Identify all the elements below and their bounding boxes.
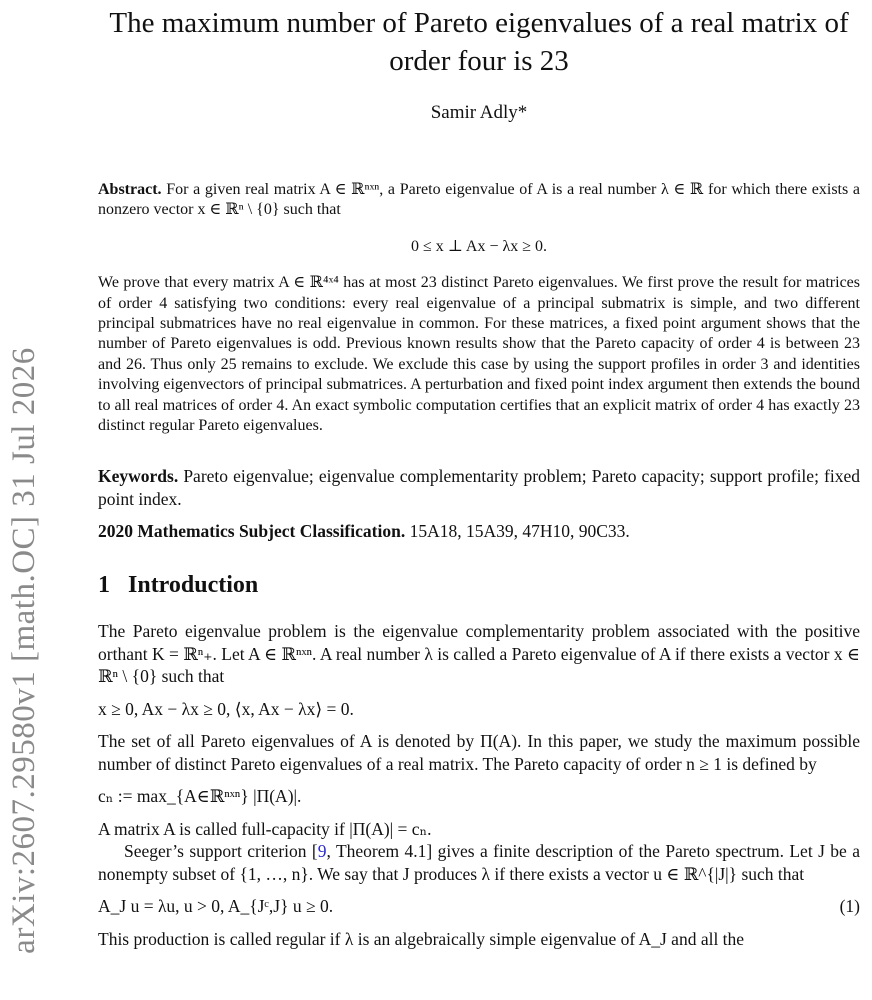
citation-link-9[interactable]: 9 [317, 841, 327, 861]
display-equation-capacity: cₙ := max_{A∈ℝⁿˣⁿ} |Π(A)|. [98, 786, 302, 806]
intro-paragraph-1: The Pareto eigenvalue problem is the eigenvalue complementarity problem associated with the positive orthant K = ℝⁿ₊. Let A ∈ ℝⁿˣⁿ. A real number λ is called a Pareto eigenvalue of A if there exists a vector x ∈ ℝⁿ \ {0} such that [98, 621, 860, 686]
display-equation-complementarity: x ≥ 0, Ax − λx ≥ 0, ⟨x, Ax − λx⟩ = 0. [98, 698, 354, 719]
section-heading-introduction [98, 572, 258, 599]
msc-codes: 15A18, 15A39, 47H10, 90C33. [409, 521, 630, 541]
keywords-text: Pareto eigenvalue; eigenvalue complementarity problem; Pareto capacity; support profile; fixed point index. [98, 466, 860, 509]
abstract-label: Abstract. [98, 181, 162, 198]
abstract-display-equation: 0 ≤ x ⊥ Ax − λx ≥ 0. [410, 237, 548, 255]
abstract-section [98, 180, 860, 436]
paper-title: The maximum number of Pareto eigenvalues of a real matrix of order four is 23 [109, 7, 849, 77]
equation-1-body: A_J u = λu, u > 0, A_{Jᶜ,J} u ≥ 0. [98, 896, 334, 916]
display-equation-1 [98, 895, 860, 918]
intro-paragraph-2: The set of all Pareto eigenvalues of A is denoted by Π(A). In this paper, we study the maximum possible number of distinct Pareto eigenvalues of a real matrix. The Pareto capacity of order n ≥ 1 is defined by [98, 731, 860, 774]
intro-p4-start: Seeger’s support criterion [ [124, 841, 318, 861]
keywords-line [98, 465, 860, 510]
intro-p4-rest: , Theorem 4.1] gives a finite description of the Pareto spectrum. Let J be a nonempty subset of {1, …, n}. We say that J produces λ if there exists a vector u ∈ ℝ^{|J|} such that [98, 841, 860, 884]
introduction-body [98, 620, 860, 950]
keywords-label: Keywords. [98, 466, 179, 486]
arxiv-id-label: arXiv:2607.29580v1 [math.OC] 31 Jul 2026 [5, 346, 42, 954]
abstract-intro-para [98, 180, 860, 221]
section-title: Introduction [128, 572, 259, 598]
intro-paragraph-4 [98, 840, 860, 885]
author-name: Samir Adly* [430, 102, 528, 123]
intro-paragraph-3: A matrix A is called full-capacity if |Π(A)| = cₙ. [98, 818, 432, 839]
arxiv-sidebar-stamp [2, 340, 46, 960]
msc-label: 2020 Mathematics Subject Classification. [98, 521, 406, 541]
intro-paragraph-5: This production is called regular if λ is an algebraically simple eigenvalue of A_J and all the [98, 928, 745, 949]
abstract-body: We prove that every matrix A ∈ ℝ⁴ˣ⁴ has at most 23 distinct Pareto eigenvalues. We first prove the result for matrices of order 4 satisfying two conditions: every real eigenvalue of a principal submatrix is simple, and two different principal submatrices have no real eigenvalue in common. For these matrices, a fixed point argument shows that the number of Pareto eigenvalues is odd. Previous known results show that the Pareto capacity of order 4 is between 23 and 26. Thus only 25 remains to exclude. We exclude this case by using the support profiles in order 3 and identities involving eigenvectors of principal submatrices. A perturbation and fixed point index argument then extends the bound to all real matrices of order 4. An exact symbolic computation certifies that an explicit matrix of order 4 has exactly 23 distinct regular Pareto eigenvalues. [98, 274, 860, 435]
section-number: 1 [98, 572, 110, 598]
equation-number-1: (1) [839, 896, 860, 916]
abstract-intro-text: For a given real matrix A ∈ ℝⁿˣⁿ, a Pareto eigenvalue of A is a real number λ ∈ ℝ for which there exists a nonzero vector x ∈ ℝⁿ \ {0} such that [98, 181, 860, 219]
msc-line [98, 520, 860, 543]
